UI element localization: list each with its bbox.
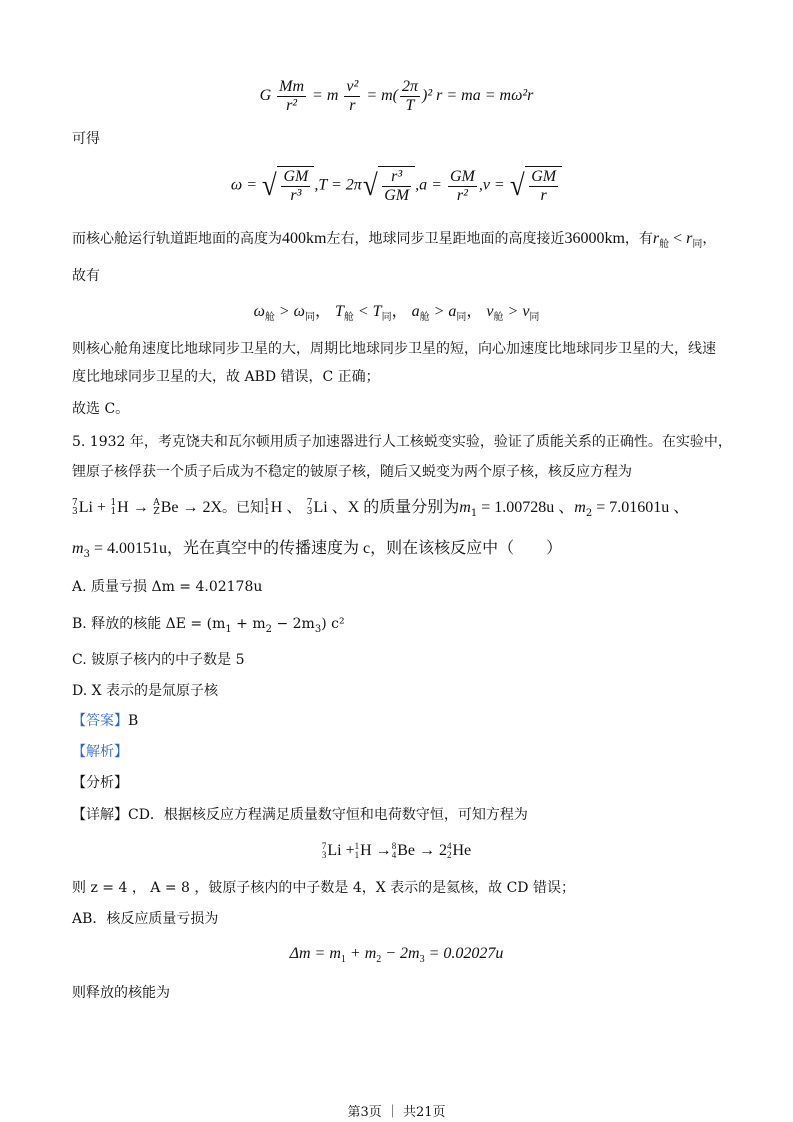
answer-line [72,710,732,732]
equation-gravitation: G $\frac{Mm}{\text{r²}}$ = m $\frac{\text{v²}}{r}$ = m( $\frac{2\pi}{T}$ )² r = ma = mω²r [259,78,534,114]
release-line: 则释放的核能为 [72,985,170,1001]
text-choose-c: 故选 C。 [72,401,130,417]
mass-defect-equation: $\Delta m = m_1 + m_2 - 2m_3 = 0.02027u$ [289,945,504,965]
option-d: D. X 表示的是氚原子核 [72,683,219,699]
para-conclusion-line1: 则核心舱角速度比地球同步卫星的大，周期比地球同步卫星的短，向心加速度比地球同步卫星的大，线速 [72,341,716,357]
option-b: B. 释放的核能 $\Delta E = (m_1 + m_2 - 2m_3)$ c² [72,616,345,635]
ab-line: AB．核反应质量亏损为 [72,911,219,927]
za-line: 则 z = 4 ， A = 8 ，铍原子核内的中子数是 4，X 表示的是氦核，故 CD 错误； [72,880,575,896]
inequalities: $\omega_舱 > \omega_同$， $T_舱 < T_同$， $a_舱 > a_同$， $v_舱 > v_同$ [253,303,540,323]
q5-line1: 5. 1932 年，考克饶夫和瓦尔顿用质子加速器进行人工核蜕变实验，验证了质能关系的正确性。在实验中， [72,434,732,450]
q5-line2: 锂原子核俘获一个质子后成为不稳定的铍原子核，随后又蜕变为两个原子核，核反应方程为 [72,464,632,480]
option-c: C. 铍原子核内的中子数是 5 [72,652,245,668]
detail-line: 【详解】CD．根据核反应方程满足质量数守恒和电荷数守恒，可知方程为 [72,807,528,823]
option-a: A. 质量亏损 Δm = 4.02178u [72,579,263,595]
text-ke-de: 可得 [72,131,100,147]
reaction-equation-2: 7 3 Li + 1 1 H → 8 4 Be → 2 4 2 He [321,841,472,861]
eq1-g: G [259,87,272,105]
text-gu-you: 故有 [72,268,100,284]
page-footer: 第3页 ｜ 共21页 [347,1105,446,1120]
analysis-tag: 【解析】 [72,744,128,760]
answer-value: B [128,713,139,729]
para-orbit-height: 而核心舱运行轨道距地面的高度为400km左右，地球同步卫星距地面的高度接近36000km，有$r_舱 < r_同$， [72,230,717,250]
para-conclusion-line2: 度比地球同步卫星的大，故 ABD 错误，C 正确； [72,369,380,385]
eq1-frac-mm: $\frac{Mm}{\text{r²}}$ [279,78,305,114]
equation-results: ω = √ $\frac{GM}{\text{r³}}$ ,T = 2π √ $\frac{\text{r³}}{GM}$ ,a = $\frac{GM}{\text{r²}}$ ,v = √ $\frac{GM}{r}$ [0,166,793,206]
answer-tag: 【答案】 [72,713,128,729]
eq1-frac-2pi: $\frac{2\pi}{T}$ [402,78,419,114]
frac-accel: $\frac{GM}{\text{r²}}$ [449,167,475,204]
eq1-frac-v: $\frac{\text{v²}}{r}$ [346,78,359,114]
sqrt-velocity: √ $\frac{GM}{r}$ [509,166,562,206]
fenxi-tag: 【分析】 [72,775,128,791]
sqrt-omega: √ $\frac{GM}{\text{r³}}$ [261,166,314,206]
q5-line4: $m_3 = 4.00151u$，光在真空中的传播速度为 c，则在该核反应中（ ） [72,540,563,560]
sqrt-period: √ $\frac{\text{r³}}{GM}$ [362,166,415,206]
q5-reaction-line: 7 3 Li + 1 1 H → A Z Be → 2X。已知 1 1 H 、 7 3 Li 、X 的质量分别为$m_1 = 1.00728u$ 、$m_2 = 7.01601u$ 、 [72,498,690,519]
